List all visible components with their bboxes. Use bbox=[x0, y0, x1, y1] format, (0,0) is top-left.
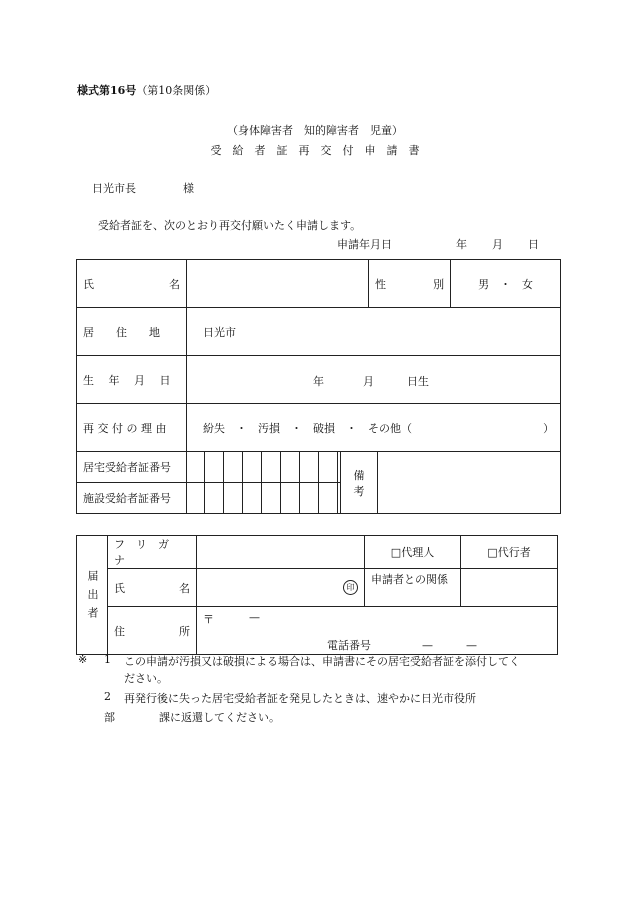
name-label-cell bbox=[77, 260, 187, 308]
facility-cert-digit[interactable] bbox=[300, 483, 319, 514]
facility-cert-digit[interactable] bbox=[338, 483, 341, 514]
notifier-address-label-b: 所 bbox=[179, 624, 190, 638]
application-statement: 受給者証を、次のとおり再交付願いたく申請します。 bbox=[98, 219, 362, 232]
facility-cert-digit[interactable] bbox=[262, 483, 281, 514]
notifier-name-label-cell bbox=[108, 569, 197, 607]
form-relation: （第10条関係） bbox=[136, 84, 217, 97]
relation-field[interactable] bbox=[461, 569, 558, 607]
address-value: 日光市 bbox=[203, 325, 236, 339]
postal-mark: 〒 bbox=[203, 613, 214, 626]
remarks-field[interactable] bbox=[378, 452, 561, 514]
birth-day-label: 日生 bbox=[407, 374, 429, 388]
reissue-reason-label: 再 交 付 の 理 由 bbox=[77, 404, 187, 452]
agent-checkbox[interactable]: □代理人 bbox=[365, 536, 461, 569]
form-subtitle: （身体障害者 知的障害者 児童） bbox=[227, 124, 403, 137]
home-cert-digit[interactable] bbox=[300, 452, 319, 483]
address-label: 居 住 地 bbox=[77, 308, 187, 356]
application-date-label: 申請年月日 bbox=[337, 238, 392, 251]
name-label-a: 氏 bbox=[83, 277, 94, 291]
birthdate-label: 生 年 月 日 bbox=[77, 356, 187, 404]
notifier-name-field[interactable] bbox=[197, 569, 365, 607]
sex-label-cell bbox=[369, 260, 451, 308]
notes-mark: ※ bbox=[78, 653, 88, 666]
notifier-address-field[interactable] bbox=[197, 607, 558, 655]
relation-label: 申請者との関係 bbox=[365, 569, 461, 607]
note-1-line-2: ださい。 bbox=[124, 672, 168, 685]
home-cert-digit[interactable] bbox=[281, 452, 300, 483]
address-field[interactable] bbox=[187, 308, 561, 356]
application-date-month: 月 bbox=[492, 238, 503, 251]
facility-cert-digit[interactable] bbox=[187, 483, 205, 514]
addressee: 日光市長 bbox=[92, 182, 136, 195]
name-label-b: 名 bbox=[169, 277, 180, 291]
addressee-honorific: 様 bbox=[183, 182, 194, 195]
home-cert-digit[interactable] bbox=[205, 452, 224, 483]
postal-dash: — bbox=[249, 611, 260, 624]
facility-cert-digit[interactable] bbox=[243, 483, 262, 514]
remarks-label: 備 考 bbox=[341, 452, 378, 514]
note-1-line-1: この申請が汚損又は破損による場合は、申請書にその居宅受給者証を添付してく bbox=[124, 655, 520, 668]
notifier-side-label-cell bbox=[77, 536, 108, 655]
home-cert-digit[interactable] bbox=[243, 452, 262, 483]
applicant-info-table bbox=[76, 259, 561, 514]
note-1-number: 1 bbox=[104, 653, 111, 666]
facility-cert-digit[interactable] bbox=[205, 483, 224, 514]
note-2-line-1: 再発行後に失った居宅受給者証を発見したときは、速やかに日光市役所 bbox=[124, 692, 476, 705]
note-2-line-2: 部 課に返還してください。 bbox=[104, 711, 280, 724]
notifier-name-label-a: 氏 bbox=[114, 581, 125, 595]
form-number-line bbox=[77, 82, 216, 98]
notifier-address-label-cell bbox=[108, 607, 197, 655]
sex-options[interactable]: 男 ・ 女 bbox=[451, 260, 561, 308]
notifier-table bbox=[76, 535, 558, 655]
home-cert-number-label: 居宅受給者証番号 bbox=[77, 452, 187, 483]
form-number: 様式第16号 bbox=[77, 84, 137, 97]
reissue-reason-close: ） bbox=[543, 421, 555, 435]
notifier-name-label-b: 名 bbox=[179, 581, 190, 595]
proxy-checkbox[interactable]: □代行者 bbox=[461, 536, 558, 569]
home-cert-digit[interactable] bbox=[262, 452, 281, 483]
application-date-year: 年 bbox=[456, 238, 467, 251]
sex-label-b: 別 bbox=[433, 277, 445, 291]
note-2-number: 2 bbox=[104, 690, 111, 703]
phone-dashes: — — bbox=[422, 639, 477, 652]
reissue-reason-options: 紛失 ・ 汚損 ・ 破損 ・ その他（ bbox=[203, 421, 412, 435]
notifier-address-label-a: 住 bbox=[114, 624, 125, 638]
application-date-day: 日 bbox=[528, 238, 539, 251]
furigana-label: フ リ ガ ナ bbox=[108, 536, 197, 569]
home-cert-digit[interactable] bbox=[187, 452, 205, 483]
home-cert-digit[interactable] bbox=[319, 452, 338, 483]
facility-cert-digit[interactable] bbox=[281, 483, 300, 514]
furigana-field[interactable] bbox=[197, 536, 365, 569]
home-cert-digit[interactable] bbox=[224, 452, 243, 483]
phone-label: 電話番号 bbox=[327, 639, 371, 652]
birth-month-label: 月 bbox=[363, 374, 374, 388]
birthdate-field[interactable] bbox=[187, 356, 561, 404]
reissue-reason-field[interactable] bbox=[187, 404, 561, 452]
form-title: 受 給 者 証 再 交 付 申 請 書 bbox=[210, 144, 420, 157]
notifier-side-label: 届 出 者 bbox=[86, 570, 99, 620]
facility-cert-digit[interactable] bbox=[319, 483, 338, 514]
birth-year-label: 年 bbox=[313, 374, 324, 388]
facility-cert-number-label: 施設受給者証番号 bbox=[77, 483, 187, 514]
seal-icon: 印 bbox=[343, 580, 358, 595]
name-field[interactable] bbox=[187, 260, 369, 308]
sex-label-a: 性 bbox=[375, 277, 387, 291]
facility-cert-digit[interactable] bbox=[224, 483, 243, 514]
